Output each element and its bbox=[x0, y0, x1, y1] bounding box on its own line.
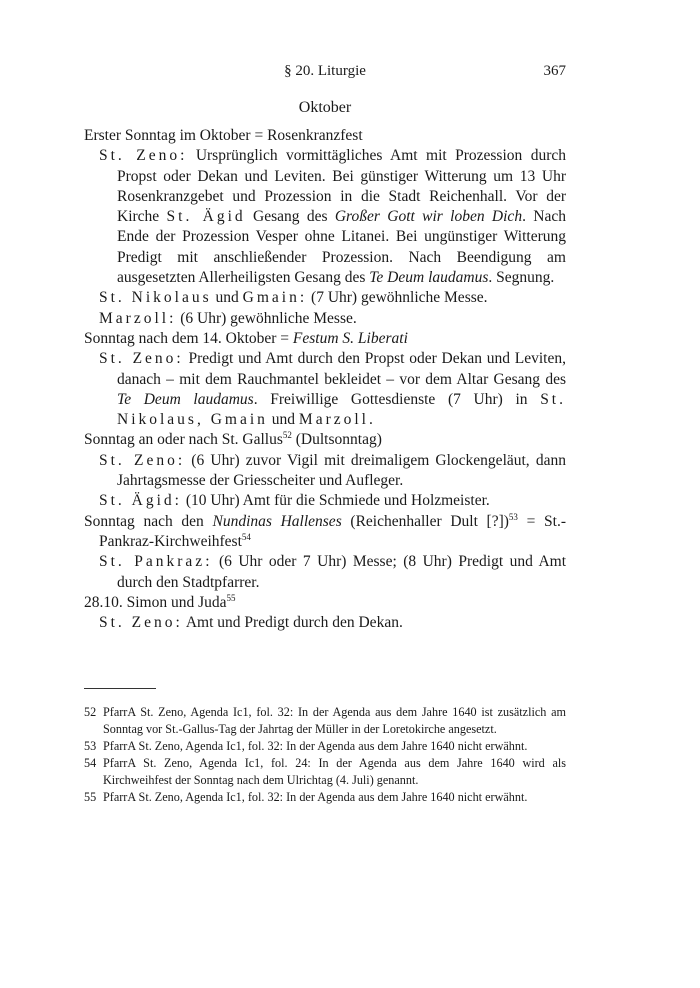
church-name: St. Nikolaus, Gmain bbox=[117, 390, 566, 429]
feast-latin-name: Festum S. Liberati bbox=[292, 329, 408, 347]
footnote-number: 54 bbox=[84, 756, 97, 770]
church-name: St. Zeno: bbox=[99, 614, 183, 632]
footnote bbox=[84, 755, 566, 789]
footnotes bbox=[84, 704, 566, 806]
liturgy-list bbox=[84, 126, 566, 633]
church-name: St. Zeno: bbox=[99, 350, 184, 368]
church-name: Marzoll bbox=[298, 411, 369, 429]
church-entry: St. Zeno: (6 Uhr) zuvor Vigil mit dreimaligem Glockengeläut, dann Jahrtagsmesse der Griesscheiter und Aufleger. bbox=[99, 451, 566, 490]
church-entry: St. Zeno: Ursprünglich vormittägliches Amt mit Prozession durch Propst oder Dekan und Leviten. Bei günstiger Witterung um 13 Uhr Rosenkranzgebet und Prozession in die Stadt Reichenhall. Vor der Kirche St. Ägid Gesang des Großer Gott wir loben Dich. Nach Ende der Prozession Vesper ohne Litanei. Bei ungünstiger Witterung Predigt mit anschließender Prozession. Nach Beendigung am ausgesetzten Allerheiligsten Gesang des Te Deum laudamus. Segnung. bbox=[99, 147, 566, 287]
footnote bbox=[84, 789, 566, 806]
church-name: St. Nikolaus bbox=[99, 289, 212, 307]
church-entry: St. Zeno: Amt und Predigt durch den Dekan. bbox=[99, 614, 403, 632]
footnote-ref[interactable]: 52 bbox=[282, 430, 292, 441]
page-number: 367 bbox=[543, 63, 566, 79]
church-name: St. Ägid bbox=[166, 208, 246, 226]
church-entry: Marzoll: (6 Uhr) gewöhnliche Messe. bbox=[99, 309, 357, 327]
footnote-text: PfarrA St. Zeno, Agenda Ic1, fol. 32: In der Agenda aus dem Jahre 1640 nicht erwähnt. bbox=[103, 739, 528, 753]
footnote-ref[interactable]: 55 bbox=[226, 592, 236, 603]
footnote-number: 52 bbox=[84, 705, 97, 719]
section-heading: Oktober bbox=[298, 99, 352, 116]
footnote-text: PfarrA St. Zeno, Agenda Ic1, fol. 32: In der Agenda aus dem Jahre 1640 nicht erwähnt. bbox=[103, 790, 528, 804]
church-name: St. Pankraz: bbox=[99, 553, 213, 571]
church-entry: St. Pankraz: (6 Uhr oder 7 Uhr) Messe; (8 Uhr) Predigt und Amt durch den Stadtpfarrer. bbox=[99, 553, 567, 591]
church-entry: St. Nikolaus und Gmain: (7 Uhr) gewöhnliche Messe. bbox=[99, 289, 488, 307]
feast-entry: Sonntag an oder nach St. Gallus$^{52}$ (Dultsonntag) bbox=[84, 430, 382, 449]
feast-entry: Sonntag nach den Nundinas Hallenses (Reichenhaller Dult [?])$^{53}$ = St.-Pankraz-Kirchweihfest$^{54}$ bbox=[84, 511, 566, 550]
footnote-divider bbox=[84, 688, 156, 689]
church-name: St. Zeno: bbox=[99, 147, 188, 165]
footnote-number: 55 bbox=[84, 790, 97, 804]
hymn-title: Te Deum laudamus bbox=[369, 269, 489, 287]
hymn-title: Großer Gott wir loben Dich bbox=[334, 208, 523, 226]
hymn-title: Te Deum laudamus bbox=[117, 390, 254, 408]
church-name: St. Ägid: bbox=[99, 492, 182, 510]
feast-entry: Sonntag nach dem 14. Oktober = Festum S. Liberati bbox=[84, 329, 408, 347]
running-head-title: § 20. Liturgie bbox=[284, 63, 366, 79]
footnote-number: 53 bbox=[84, 739, 97, 753]
church-name: Gmain: bbox=[242, 289, 308, 307]
footnote-text: PfarrA St. Zeno, Agenda Ic1, fol. 32: In der Agenda aus dem Jahre 1640 ist zusätzlich am Sonntag vor St.-Gallus-Tag der Jahrtag der Müller in der Loretokirche angesetzt. bbox=[103, 705, 566, 736]
church-entry: St. Ägid: (10 Uhr) Amt für die Schmiede und Holzmeister. bbox=[99, 492, 490, 510]
feast-entry: Erster Sonntag im Oktober = Rosenkranzfest bbox=[84, 127, 363, 144]
feast-latin-name: Nundinas Hallenses bbox=[212, 512, 342, 530]
church-name: St. Zeno: bbox=[99, 451, 186, 469]
footnote-ref[interactable]: 53 bbox=[508, 511, 518, 522]
church-entry: St. Zeno: Predigt und Amt durch den Propst oder Dekan und Leviten, danach – mit dem Rauchmantel bekleidet – vor dem Altar Gesang des Te Deum laudamus. Freiwillige Gottesdienste (7 Uhr) in St. Nikolaus, Gmain und Marzoll. bbox=[99, 350, 566, 429]
footnote bbox=[84, 738, 566, 755]
footnote-ref[interactable]: 54 bbox=[241, 531, 251, 542]
footnote-text: PfarrA St. Zeno, Agenda Ic1, fol. 24: In der Agenda aus dem Jahre 1640 wird als Kirchweihfest der Sonntag nach dem Ulrichtag (4. Juli) genannt. bbox=[103, 756, 566, 787]
church-name: Marzoll: bbox=[99, 309, 177, 327]
footnote bbox=[84, 704, 566, 738]
feast-entry: 28.10. Simon und Juda$^{55}$ bbox=[84, 592, 236, 611]
